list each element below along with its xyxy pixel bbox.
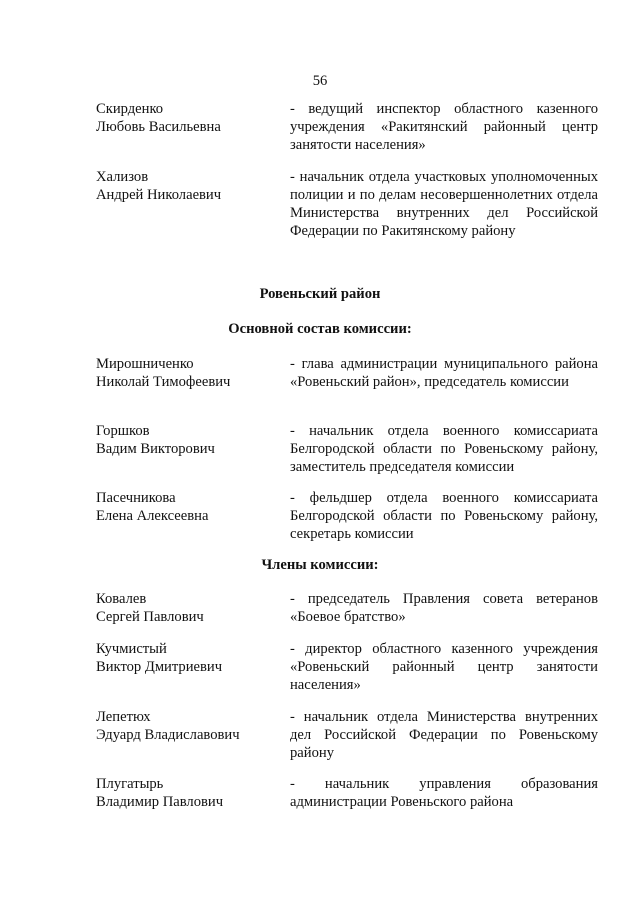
member-surname: Плугатырь [96, 776, 164, 792]
member-given-name: Сергей Павлович [96, 609, 204, 625]
members-title: Члены комиссии: [261, 557, 379, 573]
member-role: - начальник управления образования администрации Ровеньского района [290, 776, 598, 810]
member-name [96, 590, 276, 626]
district-title: Ровеньский район [259, 286, 381, 302]
member-name [96, 100, 276, 136]
member-name [96, 708, 276, 744]
member-role: - председатель Правления совета ветеранов «Боевое братство» [290, 591, 598, 625]
member-surname: Ковалев [96, 591, 147, 607]
member-given-name: Владимир Павлович [96, 794, 224, 810]
member-role: - ведущий инспектор областного казенного учреждения «Ракитянский районный центр занятости населения» [290, 101, 598, 153]
member-name [96, 168, 276, 204]
member-surname: Пасечникова [96, 490, 176, 506]
member-role: - начальник отдела участковых уполномоченных полиции и по делам несовершеннолетних отдела Министерства внутренних дел Российской Федерации по Ракитянскому району [290, 169, 598, 239]
member-surname: Лепетюх [96, 709, 151, 725]
member-surname: Хализов [96, 169, 149, 185]
member-role: - директор областного казенного учреждения «Ровеньский районный центр занятости населения» [290, 641, 598, 693]
member-given-name: Эдуард Владиславович [96, 727, 240, 743]
member-given-name: Любовь Васильевна [96, 119, 221, 135]
page-number: 56 [312, 73, 328, 89]
member-role: - начальник отдела Министерства внутренних дел Российской Федерации по Ровеньскому району [290, 709, 598, 761]
member-role: - начальник отдела военного комиссариата Белгородской области по Ровеньскому району, заместитель председателя комиссии [290, 423, 598, 475]
member-surname: Скирденко [96, 101, 164, 117]
member-given-name: Елена Алексеевна [96, 508, 209, 524]
member-given-name: Андрей Николаевич [96, 187, 222, 203]
member-given-name: Вадим Викторович [96, 441, 215, 457]
member-name [96, 489, 276, 525]
member-surname: Мирошниченко [96, 356, 194, 372]
member-role: - фельдшер отдела военного комиссариата Белгородской области по Ровеньскому району, секретарь комиссии [290, 490, 598, 542]
member-name [96, 640, 276, 676]
main-composition-title: Основной состав комиссии: [228, 321, 412, 337]
member-name [96, 775, 276, 811]
member-role: - глава администрации муниципального района «Ровеньский район», председатель комиссии [290, 356, 598, 390]
member-name [96, 355, 276, 391]
member-name [96, 422, 276, 458]
member-given-name: Николай Тимофеевич [96, 374, 231, 390]
member-given-name: Виктор Дмитриевич [96, 659, 223, 675]
member-surname: Горшков [96, 423, 150, 439]
member-surname: Кучмистый [96, 641, 167, 657]
